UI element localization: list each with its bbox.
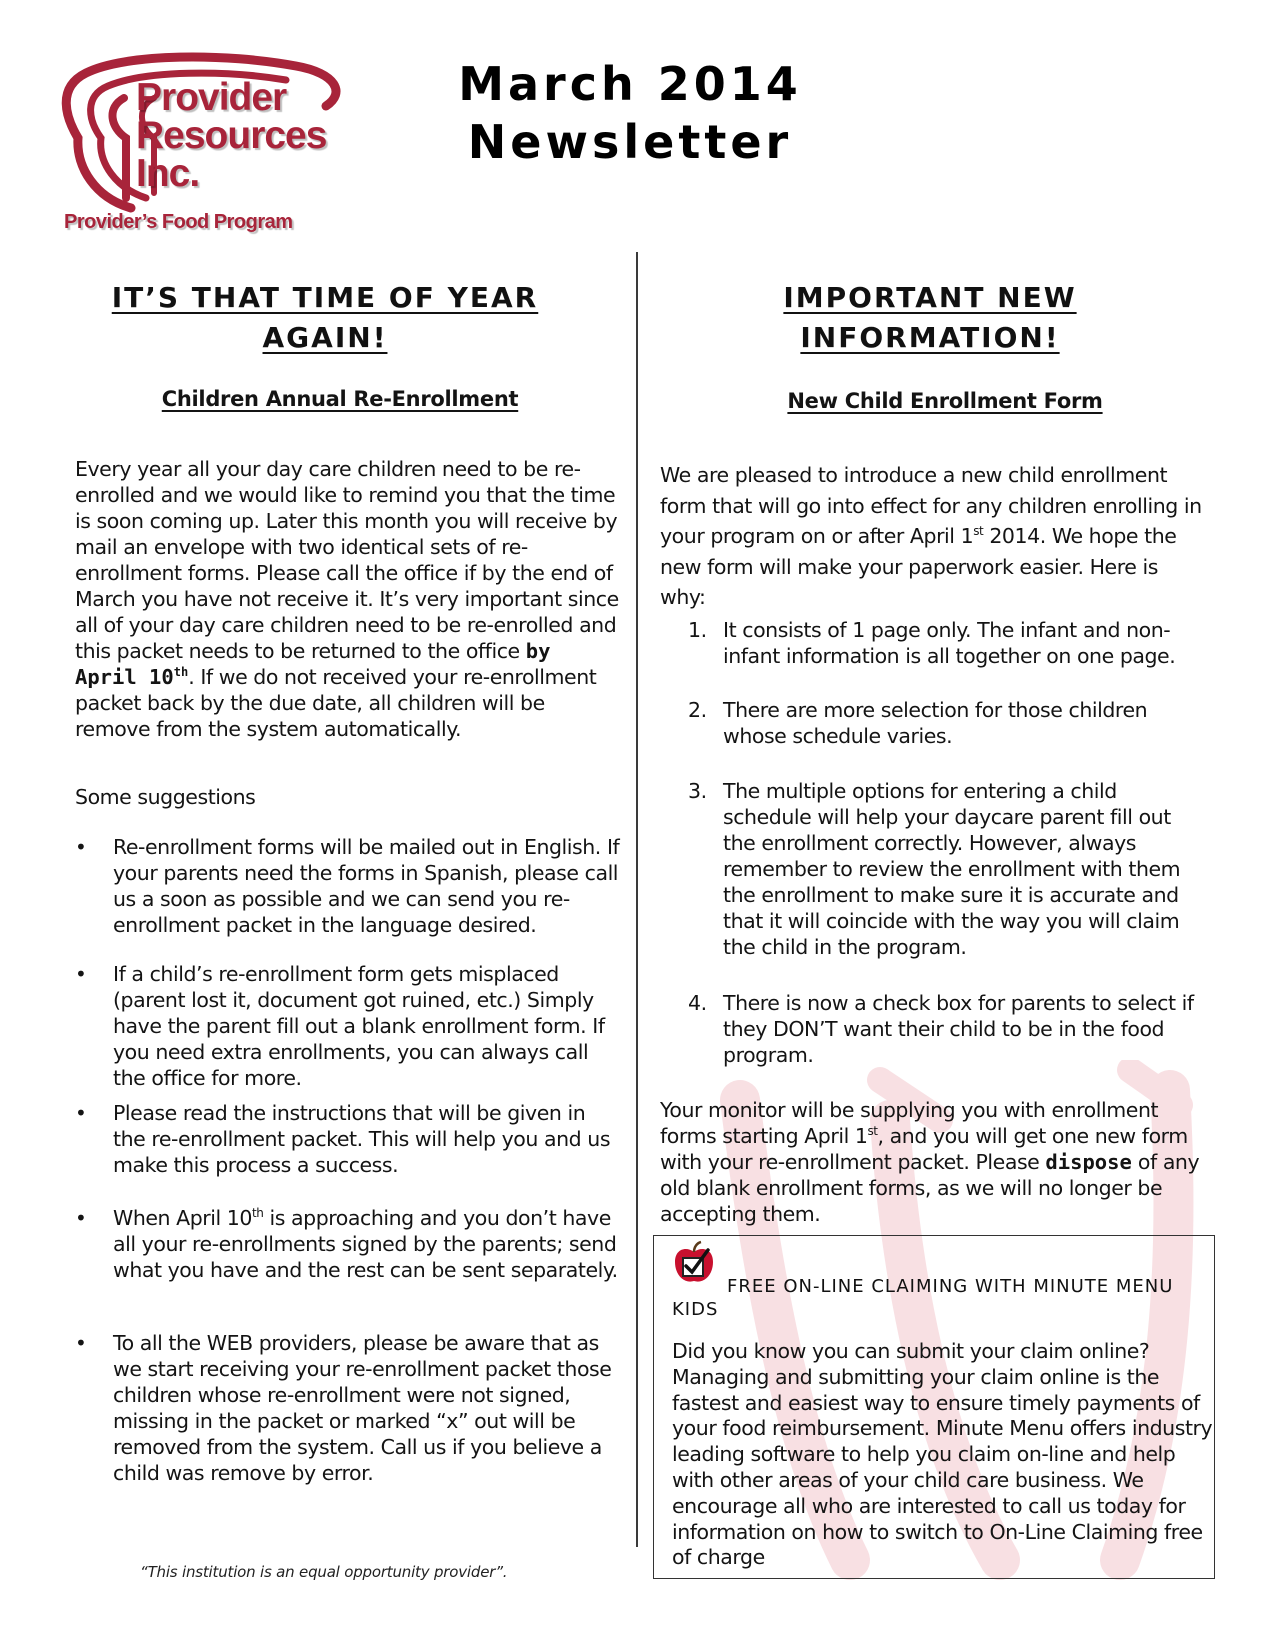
newsletter-title — [380, 55, 880, 171]
enrollment-supply-paragraph: Your monitor will be supplying you with enrollment forms starting April 1st, and you will get one new form with your re-enrollment packet. Please dispose of any old blank enrollment forms, as we will no longer be accepting them. — [660, 1098, 1200, 1226]
new-form-intro-paragraph: We are pleased to introduce a new child enrollment form that will go into effect for any children enrolling in your program on or after April 1st 2014. We hope the new form will make your paperwork easier. Here is why: — [660, 463, 1202, 609]
logo-tagline: Provider’s Food Program — [64, 211, 293, 233]
logo-text-resources: Resources — [136, 114, 327, 157]
box-heading: FREE ON-LINE CLAIMING WITH MINUTE MENU KIDS — [672, 1276, 1174, 1320]
right-heading-line-2: INFORMATION! — [800, 321, 1060, 354]
due-date-emphasis: by April 10th — [75, 639, 551, 689]
list-item: • Please read the instructions that will be given in the re-enrollment packet. This will help you and us make this process a success. — [75, 1101, 611, 1177]
right-heading-line-1: IMPORTANT NEW — [783, 281, 1077, 314]
reenrollment-intro-paragraph: Every year all your day care children need to be re-enrolled and we would like to remind you that the time is soon coming up. Later this month you will receive by mail an envelope with two identical sets of re-enrollment forms. Please call the office if by the end of March you have not receive it. It’s very important since all of your day care children need to be re-enrolled and this packet needs to be returned to the office by April 10th. If we do not received your re-enrollment packet back by the due date, all children will be remove from the system automatically. — [75, 457, 619, 741]
list-item: 4. There is now a check box for parents to select if they DON’T want their child to be in the food program. — [688, 991, 1194, 1067]
provider-resources-logo — [36, 48, 376, 243]
left-heading-line-2: AGAIN! — [262, 321, 388, 354]
equal-opportunity-footer: “This institution is an equal opportunity provider”. — [140, 1563, 508, 1581]
list-item: 1. It consists of 1 page only. The infant and non-infant information is all together on one page. — [688, 618, 1176, 668]
left-subheading: Children Annual Re-Enrollment — [161, 387, 519, 411]
box-body-paragraph: Did you know you can submit your claim online? Managing and submitting your claim online is the fastest and easiest way to ensure timely payments of your food reimbursement. Minute Menu offers industry leading software to help you claim on-line and help with other areas of your child care business. We encourage all who are interested to call us today for information on how to switch to On-Line Claiming free of charge — [672, 1339, 1213, 1570]
list-item: • If a child’s re-enrollment form gets misplaced (parent lost it, document got ruined, etc.) Simply have the parent fill out a blank enrollment form. If you need extra enrollments, you can always call the office for more. — [75, 962, 605, 1090]
title-line-2: Newsletter — [467, 115, 793, 169]
logo-text-inc: Inc. — [136, 152, 200, 195]
title-line-1: March 2014 — [458, 57, 802, 111]
list-item: 3. The multiple options for entering a child schedule will help your daycare parent fill out the enrollment correctly. However, always remember to review the enrollment with them the enrollment to make sure it is accurate and that it will coincide with the way you will claim the child in the program. — [688, 779, 1181, 959]
right-column-heading — [700, 278, 1160, 358]
logo-text-provider: Provider — [136, 76, 287, 119]
left-column-heading — [95, 278, 555, 358]
suggestions-label: Some suggestions — [75, 785, 256, 809]
list-item: 2. There are more selection for those children whose schedule varies. — [688, 698, 1148, 748]
list-item: • When April 10th is approaching and you don’t have all your re-enrollments signed by the parents; send what you have and the rest can be sent separately. — [75, 1206, 618, 1282]
column-divider — [636, 252, 638, 1547]
list-item: • To all the WEB providers, please be aware that as we start receiving your re-enrollment packet those children whose re-enrollment were not signed, missing in the packet or marked “x” out will be removed from the system. Call us if you believe a child was remove by error. — [75, 1331, 612, 1485]
right-subheading: New Child Enrollment Form — [787, 389, 1103, 413]
left-heading-line-1: IT’S THAT TIME OF YEAR — [111, 281, 539, 314]
list-item: • Re-enrollment forms will be mailed out in English. If your parents need the forms in Spanish, please call us a soon as possible and we can send you re-enrollment packet in the language desired. — [75, 835, 620, 937]
dispose-emphasis: dispose — [1045, 1150, 1132, 1174]
